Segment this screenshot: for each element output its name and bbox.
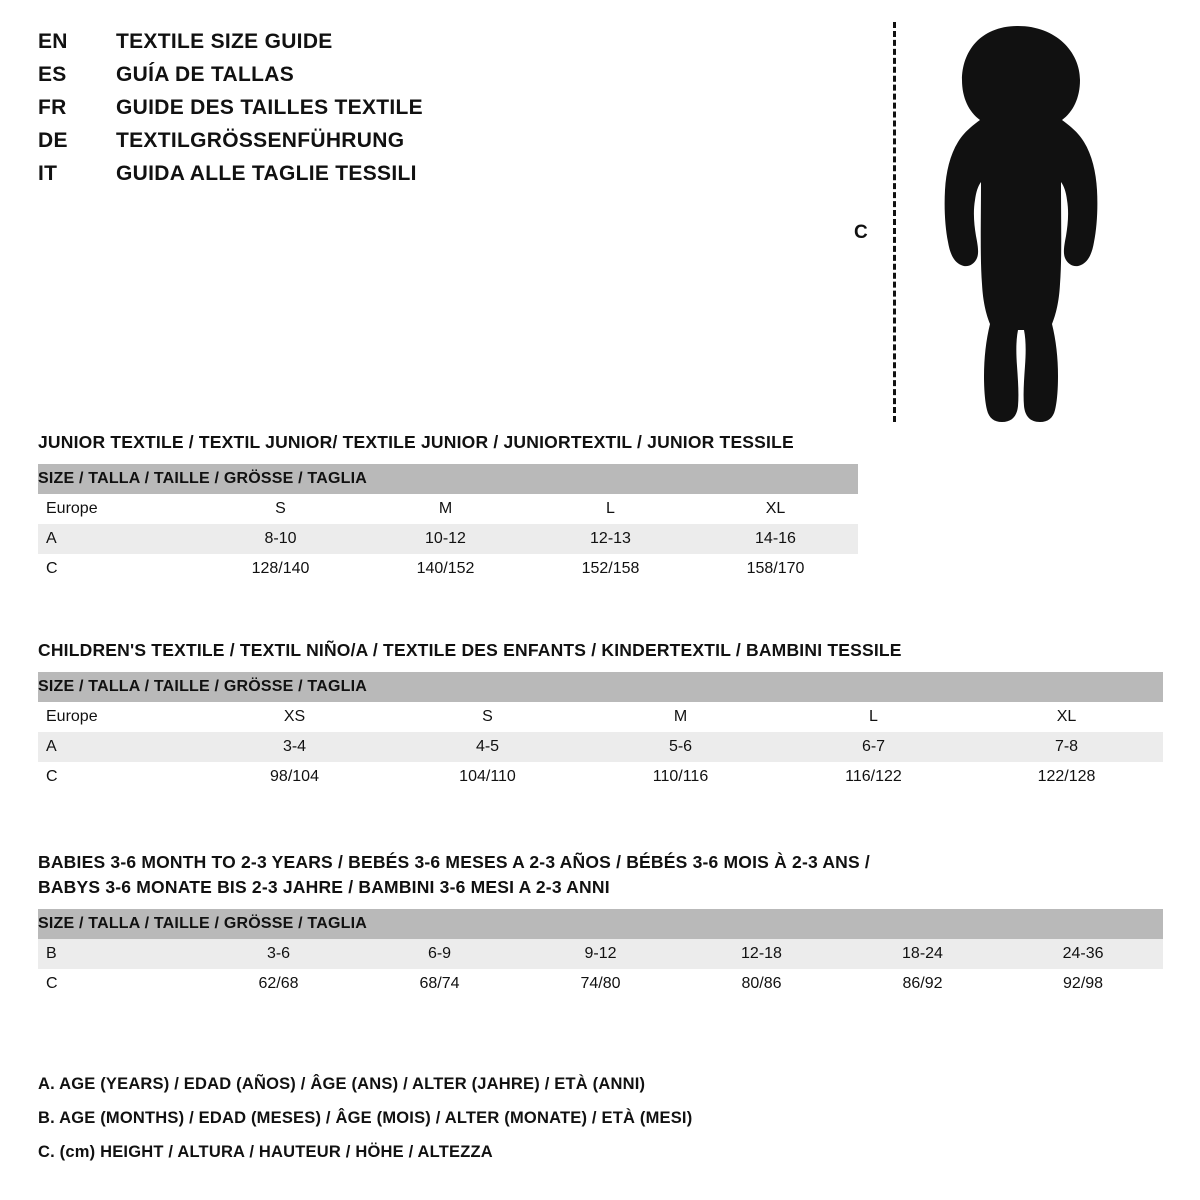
table-cell: XS: [198, 702, 391, 732]
legend-line-a: A. AGE (YEARS) / EDAD (AÑOS) / ÂGE (ANS) / ALTER (JAHRE) / ETÀ (ANNI): [38, 1075, 646, 1093]
table-row: [38, 554, 858, 584]
table-cell: 14-16: [693, 524, 858, 554]
table-cell: 24-36: [1003, 939, 1163, 969]
table-cell: L: [777, 702, 970, 732]
legend-block: [38, 1068, 938, 1169]
table-cell: 12-13: [528, 524, 693, 554]
table-band-row: [38, 909, 1163, 939]
language-row: [38, 96, 658, 129]
table-cell: 122/128: [970, 762, 1163, 792]
table-row: [38, 732, 1163, 762]
language-title: GUIDE DES TAILLES TEXTILE: [116, 96, 423, 119]
table-cell: 128/140: [198, 554, 363, 584]
table-cell: 86/92: [842, 969, 1003, 999]
table-cell: L: [528, 494, 693, 524]
table-cell: XL: [970, 702, 1163, 732]
junior-size-table: [38, 464, 858, 584]
table-band-label: SIZE / TALLA / TAILLE / GRÖSSE / TAGLIA: [38, 464, 858, 494]
language-code: DE: [38, 129, 68, 152]
language-code: IT: [38, 162, 58, 185]
height-dashed-line: [893, 22, 896, 422]
table-cell: 9-12: [520, 939, 681, 969]
table-band-row: [38, 672, 1163, 702]
table-row: [38, 494, 858, 524]
language-row: [38, 63, 658, 96]
language-title: GUIDA ALLE TAGLIE TESSILI: [116, 162, 417, 185]
section-junior-textile: [38, 430, 858, 584]
table-cell: 98/104: [198, 762, 391, 792]
table-row: [38, 702, 1163, 732]
table-cell: 80/86: [681, 969, 842, 999]
language-title: TEXTILGRÖSSENFÜHRUNG: [116, 129, 405, 152]
table-cell: 6-7: [777, 732, 970, 762]
language-title: TEXTILE SIZE GUIDE: [116, 30, 333, 53]
table-cell: 4-5: [391, 732, 584, 762]
row-label: C: [38, 762, 198, 792]
table-cell: 5-6: [584, 732, 777, 762]
section-babies-textile: [38, 850, 1163, 999]
row-label: Europe: [38, 702, 198, 732]
row-label: B: [38, 939, 198, 969]
table-cell: 3-6: [198, 939, 359, 969]
figure-area: [854, 10, 1142, 430]
table-cell: 12-18: [681, 939, 842, 969]
table-cell: 92/98: [1003, 969, 1163, 999]
language-title: GUÍA DE TALLAS: [116, 63, 295, 86]
babies-size-table: [38, 909, 1163, 999]
section-title: CHILDREN'S TEXTILE / TEXTIL NIÑO/A / TEXTILE DES ENFANTS / KINDERTEXTIL / BAMBINI TESSILE: [38, 640, 902, 660]
language-row: [38, 162, 658, 195]
row-label: C: [38, 969, 198, 999]
table-cell: 116/122: [777, 762, 970, 792]
table-cell: M: [584, 702, 777, 732]
table-cell: 68/74: [359, 969, 520, 999]
children-size-table: [38, 672, 1163, 792]
table-band-row: [38, 464, 858, 494]
table-row: [38, 524, 858, 554]
table-cell: M: [363, 494, 528, 524]
table-row: [38, 762, 1163, 792]
row-label: A: [38, 524, 198, 554]
legend-line-b: B. AGE (MONTHS) / EDAD (MESES) / ÂGE (MOIS) / ALTER (MONATE) / ETÀ (MESI): [38, 1108, 693, 1127]
child-silhouette-icon: [920, 22, 1120, 427]
table-cell: 104/110: [391, 762, 584, 792]
table-cell: 7-8: [970, 732, 1163, 762]
table-cell: 3-4: [198, 732, 391, 762]
language-code: FR: [38, 96, 67, 119]
table-cell: 152/158: [528, 554, 693, 584]
section-children-textile: [38, 638, 1163, 792]
language-row: [38, 30, 658, 63]
height-measure-label: C: [854, 222, 868, 243]
table-band-label: SIZE / TALLA / TAILLE / GRÖSSE / TAGLIA: [38, 672, 1163, 702]
table-cell: 18-24: [842, 939, 1003, 969]
language-code: ES: [38, 63, 67, 86]
table-cell: 8-10: [198, 524, 363, 554]
table-cell: 110/116: [584, 762, 777, 792]
table-cell: 158/170: [693, 554, 858, 584]
table-cell: 74/80: [520, 969, 681, 999]
row-label: C: [38, 554, 198, 584]
table-cell: XL: [693, 494, 858, 524]
table-cell: 62/68: [198, 969, 359, 999]
table-cell: 6-9: [359, 939, 520, 969]
row-label: Europe: [38, 494, 198, 524]
language-row: [38, 129, 658, 162]
table-row: [38, 939, 1163, 969]
section-title: BABIES 3-6 MONTH TO 2-3 YEARS / BEBÉS 3-6 MESES A 2-3 AÑOS / BÉBÉS 3-6 MOIS À 2-3 ANS / BABYS 3-6 MONATE BIS 2-3 JAHRE / BAMBINI 3-6 MESI A 2-3 ANNI: [38, 852, 870, 897]
language-code: EN: [38, 30, 68, 53]
legend-line-c: C. (cm) HEIGHT / ALTURA / HAUTEUR / HÖHE / ALTEZZA: [38, 1142, 493, 1161]
table-band-label: SIZE / TALLA / TAILLE / GRÖSSE / TAGLIA: [38, 909, 1163, 939]
language-header-block: [38, 30, 658, 195]
table-cell: 10-12: [363, 524, 528, 554]
table-cell: 140/152: [363, 554, 528, 584]
table-row: [38, 969, 1163, 999]
row-label: A: [38, 732, 198, 762]
table-cell: S: [391, 702, 584, 732]
table-cell: S: [198, 494, 363, 524]
section-title: JUNIOR TEXTILE / TEXTIL JUNIOR/ TEXTILE JUNIOR / JUNIORTEXTIL / JUNIOR TESSILE: [38, 432, 794, 452]
